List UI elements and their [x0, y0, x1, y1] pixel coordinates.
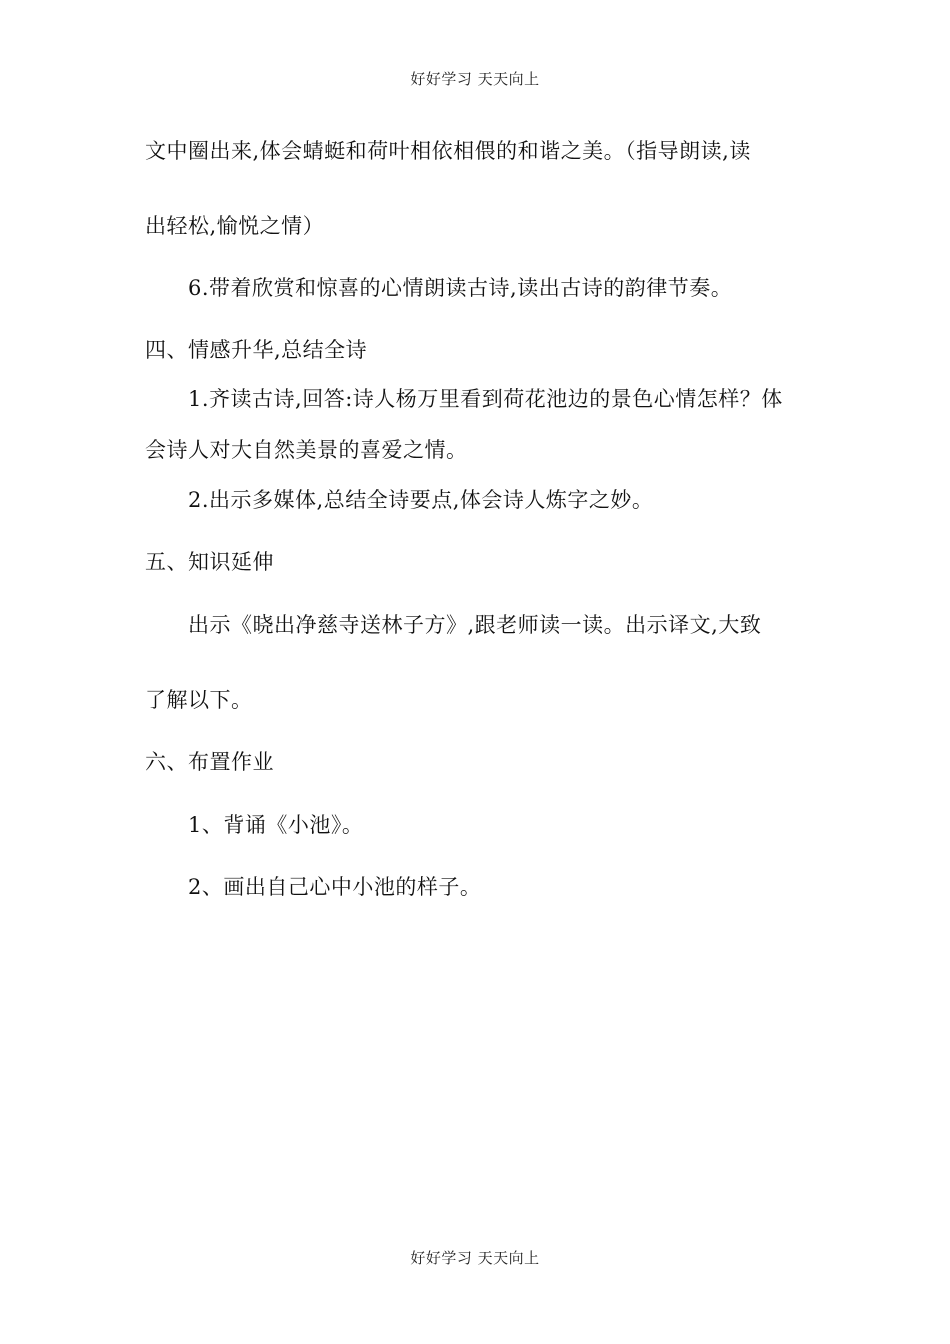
paragraph-line: 出示《晓出净慈寺送林子方》,跟老师读一读。出示译文,大致	[188, 613, 762, 637]
page-header: 好好学习 天天向上	[410, 70, 540, 88]
paragraph-line: 了解以下。	[145, 688, 253, 712]
page-footer: 好好学习 天天向上	[410, 1249, 540, 1267]
step-6-line: 6.带着欣赏和惊喜的心情朗读古诗,读出古诗的韵律节奏。	[188, 276, 733, 300]
step-2-line: 2.出示多媒体,总结全诗要点,体会诗人炼字之妙。	[188, 488, 654, 512]
paragraph-line: 出轻松,愉悦之情）	[145, 214, 325, 238]
section-heading-4: 四、情感升华,总结全诗	[145, 338, 368, 362]
section-heading-6: 六、布置作业	[145, 750, 274, 774]
section-heading-5: 五、知识延伸	[145, 550, 274, 574]
homework-item-1: 1、背诵《小池》。	[188, 813, 364, 837]
paragraph-line: 文中圈出来,体会蜻蜓和荷叶相依相偎的和谐之美。（指导朗读,读	[145, 139, 751, 163]
homework-item-2: 2、画出自己心中小池的样子。	[188, 875, 482, 899]
step-1-line: 1.齐读古诗,回答:诗人杨万里看到荷花池边的景色心情怎样？体	[188, 387, 783, 411]
paragraph-line: 会诗人对大自然美景的喜爱之情。	[145, 438, 468, 462]
